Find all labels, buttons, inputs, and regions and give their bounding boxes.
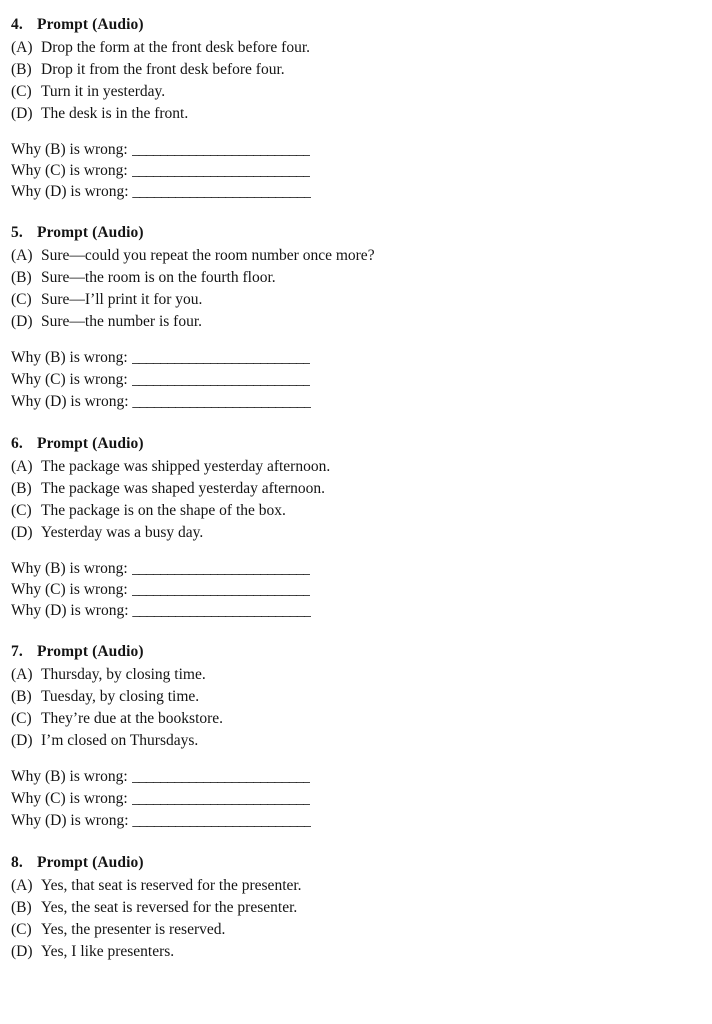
why-label: Why (B) is wrong: (11, 349, 132, 366)
option-row[interactable] (11, 664, 712, 686)
question-number: 8. (11, 854, 23, 871)
answer-blank[interactable]: _________________________ (131, 162, 311, 179)
why-label: Why (C) is wrong: (11, 162, 132, 179)
option-letter: (A) (11, 39, 33, 56)
option-text: The package is on the shape of the box. (41, 502, 286, 519)
answer-blank[interactable]: _________________________ (131, 371, 311, 388)
option-text: The desk is in the front. (41, 105, 189, 122)
option-row[interactable] (11, 37, 712, 59)
why-line-d[interactable] (11, 391, 712, 413)
option-text: Drop the form at the front desk before four. (41, 39, 311, 56)
option-row[interactable] (11, 456, 712, 478)
question-block-8 (11, 852, 712, 963)
option-row[interactable] (11, 875, 712, 897)
block-spacer (11, 421, 712, 433)
question-title: Prompt (Audio) (37, 643, 144, 660)
why-line-c[interactable] (11, 369, 712, 391)
question-number: 5. (11, 224, 23, 241)
option-text: Yes, I like presenters. (41, 943, 175, 960)
why-label: Why (B) is wrong: (11, 768, 132, 785)
question-heading (11, 433, 712, 455)
option-letter: (D) (11, 313, 33, 330)
option-row[interactable] (11, 500, 712, 522)
option-text: I’m closed on Thursdays. (41, 732, 199, 749)
option-row[interactable] (11, 267, 712, 289)
option-text: Drop it from the front desk before four. (41, 61, 285, 78)
why-line-c[interactable] (11, 579, 712, 600)
why-label: Why (D) is wrong: (11, 183, 133, 200)
why-label: Why (D) is wrong: (11, 812, 133, 829)
question-title: Prompt (Audio) (37, 224, 144, 241)
option-row[interactable] (11, 478, 712, 500)
option-row[interactable] (11, 522, 712, 544)
option-row[interactable] (11, 289, 712, 311)
option-text: Yes, that seat is reserved for the presenter. (41, 877, 302, 894)
option-row[interactable] (11, 730, 712, 752)
why-answer-group (11, 139, 712, 202)
option-text: The package was shaped yesterday afternoon. (41, 480, 326, 497)
option-letter: (C) (11, 710, 32, 727)
why-line-c[interactable] (11, 160, 712, 181)
option-text: They’re due at the bookstore. (41, 710, 224, 727)
option-letter: (D) (11, 105, 33, 122)
block-spacer (11, 840, 712, 852)
why-label: Why (B) is wrong: (11, 560, 132, 577)
option-text: Thursday, by closing time. (41, 666, 206, 683)
option-letter: (C) (11, 502, 32, 519)
question-heading (11, 852, 712, 874)
option-text: Turn it in yesterday. (41, 83, 166, 100)
question-number: 7. (11, 643, 23, 660)
option-letter: (B) (11, 899, 32, 916)
answer-blank[interactable]: _________________________ (131, 349, 311, 366)
why-answer-group (11, 558, 712, 621)
option-row[interactable] (11, 103, 712, 125)
option-letter: (A) (11, 877, 33, 894)
option-text: Sure—the number is four. (41, 313, 203, 330)
question-block-6 (11, 433, 712, 621)
answer-blank[interactable]: _________________________ (131, 790, 311, 807)
option-letter: (C) (11, 921, 32, 938)
answer-blank[interactable]: _________________________ (132, 602, 312, 619)
why-line-d[interactable] (11, 600, 712, 621)
question-title: Prompt (Audio) (37, 435, 144, 452)
option-letter: (A) (11, 666, 33, 683)
option-row[interactable] (11, 941, 712, 963)
question-title: Prompt (Audio) (37, 854, 144, 871)
why-answer-group (11, 347, 712, 413)
option-letter: (A) (11, 458, 33, 475)
option-letter: (D) (11, 732, 33, 749)
why-label: Why (C) is wrong: (11, 371, 132, 388)
answer-blank[interactable]: _________________________ (131, 560, 311, 577)
block-spacer (11, 629, 712, 641)
why-line-b[interactable] (11, 766, 712, 788)
option-row[interactable] (11, 919, 712, 941)
answer-blank[interactable]: _________________________ (131, 141, 311, 158)
question-number: 6. (11, 435, 23, 452)
option-row[interactable] (11, 897, 712, 919)
why-line-d[interactable] (11, 810, 712, 832)
option-letter: (D) (11, 524, 33, 541)
option-text: Yes, the presenter is reserved. (41, 921, 226, 938)
why-label: Why (D) is wrong: (11, 393, 133, 410)
why-label: Why (D) is wrong: (11, 602, 133, 619)
option-letter: (C) (11, 83, 32, 100)
option-row[interactable] (11, 686, 712, 708)
why-line-b[interactable] (11, 139, 712, 160)
why-answer-group (11, 766, 712, 832)
why-label: Why (B) is wrong: (11, 141, 132, 158)
option-text: The package was shipped yesterday afternoon. (41, 458, 331, 475)
why-line-d[interactable] (11, 181, 712, 202)
question-heading (11, 222, 712, 244)
answer-blank[interactable]: _________________________ (132, 183, 312, 200)
block-spacer (11, 210, 712, 222)
why-label: Why (C) is wrong: (11, 790, 132, 807)
why-label: Why (C) is wrong: (11, 581, 132, 598)
option-text: Sure—the room is on the fourth floor. (41, 269, 276, 286)
option-letter: (D) (11, 943, 33, 960)
option-row[interactable] (11, 708, 712, 730)
answer-blank[interactable]: _________________________ (132, 393, 312, 410)
answer-blank[interactable]: _________________________ (131, 768, 311, 785)
option-row[interactable] (11, 245, 712, 267)
option-letter: (B) (11, 480, 32, 497)
answer-blank[interactable]: _________________________ (132, 812, 312, 829)
question-heading (11, 14, 712, 36)
option-letter: (B) (11, 269, 32, 286)
why-line-c[interactable] (11, 788, 712, 810)
question-heading (11, 641, 712, 663)
question-title: Prompt (Audio) (37, 16, 144, 33)
option-row[interactable] (11, 81, 712, 103)
option-row[interactable] (11, 311, 712, 333)
option-text: Sure—could you repeat the room number once more? (41, 247, 375, 264)
option-text: Yes, the seat is reversed for the presenter. (41, 899, 298, 916)
question-block-7 (11, 641, 712, 832)
option-text: Sure—I’ll print it for you. (41, 291, 203, 308)
option-letter: (A) (11, 247, 33, 264)
option-text: Yesterday was a busy day. (41, 524, 204, 541)
option-letter: (C) (11, 291, 32, 308)
why-line-b[interactable] (11, 347, 712, 369)
question-number: 4. (11, 16, 23, 33)
answer-blank[interactable]: _________________________ (131, 581, 311, 598)
option-letter: (B) (11, 688, 32, 705)
option-row[interactable] (11, 59, 712, 81)
question-block-4 (11, 14, 712, 202)
question-block-5 (11, 222, 712, 413)
why-line-b[interactable] (11, 558, 712, 579)
option-text: Tuesday, by closing time. (41, 688, 200, 705)
option-letter: (B) (11, 61, 32, 78)
